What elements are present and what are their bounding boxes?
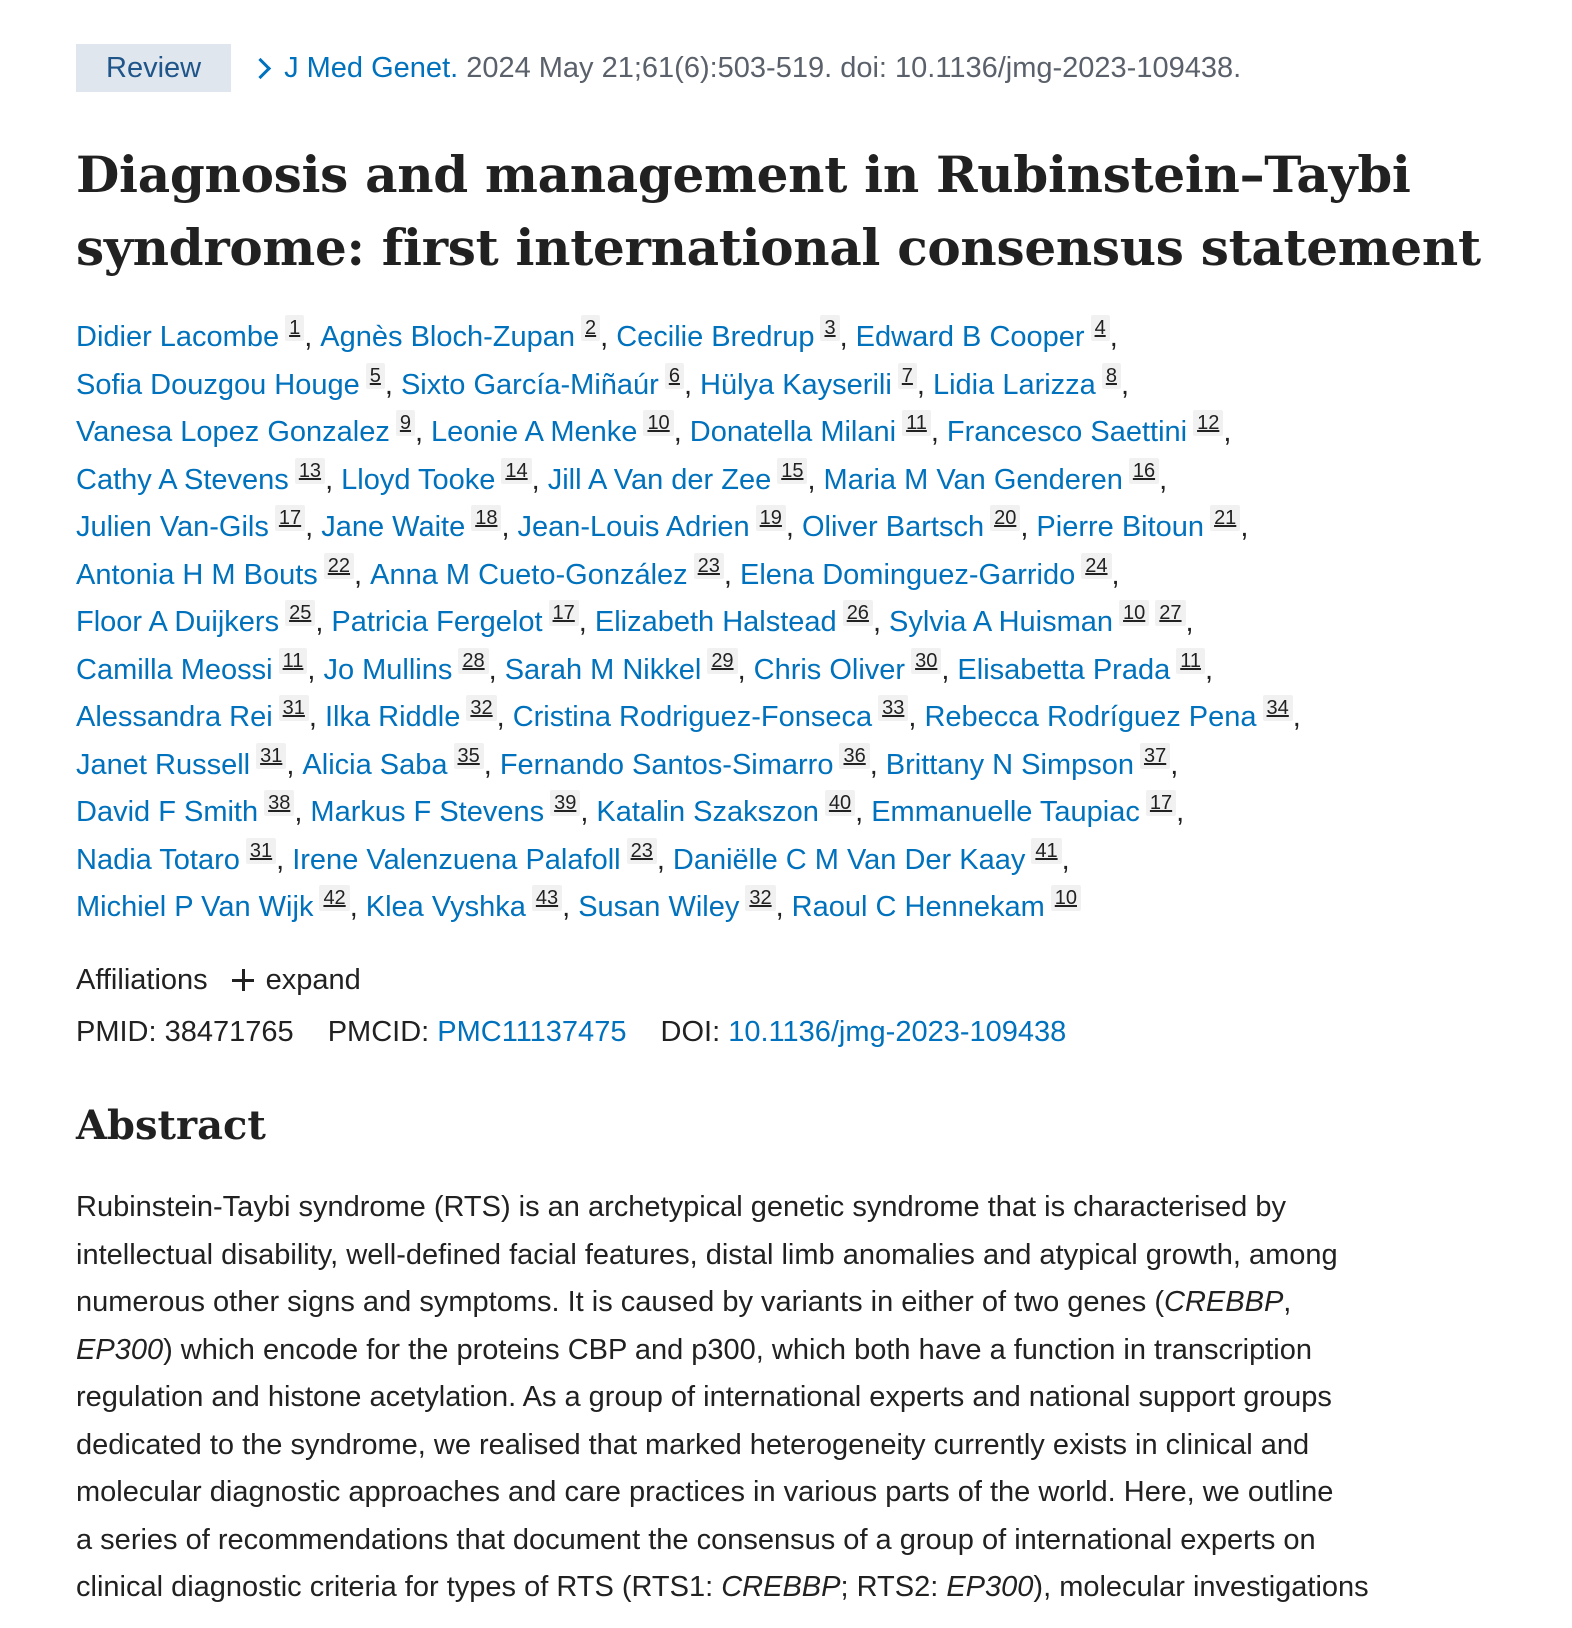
author-line — [76, 504, 1496, 552]
affiliation-ref[interactable]: 32 — [745, 885, 775, 911]
abstract-line — [76, 1517, 1516, 1565]
author-link[interactable]: Lloyd Tooke — [341, 463, 496, 496]
affiliation-ref[interactable]: 16 — [1129, 458, 1159, 484]
author-link[interactable]: Alicia Saba — [302, 748, 448, 781]
affiliation-ref[interactable]: 23 — [694, 553, 724, 579]
author-link[interactable]: Jane Waite — [321, 511, 466, 543]
citation-line — [76, 44, 1241, 92]
affiliation-ref[interactable]: 32 — [466, 695, 496, 721]
author-separator: , — [930, 416, 939, 448]
author-link[interactable]: Emmanuelle Taupiac — [871, 796, 1140, 828]
author-link[interactable]: Raoul C Hennekam — [791, 891, 1045, 923]
affiliation-ref[interactable]: 26 — [843, 600, 873, 626]
author-link[interactable]: Susan Wiley — [578, 891, 740, 923]
article-type-badge: Review — [76, 44, 231, 92]
author-line — [76, 837, 1496, 885]
author-separator: , — [308, 701, 317, 733]
author-separator: , — [307, 653, 316, 686]
affiliation-ref[interactable]: 21 — [1210, 505, 1240, 531]
affiliations-label: Affiliations — [76, 964, 208, 996]
chevron-right-icon[interactable] — [250, 57, 271, 78]
author-separator: , — [325, 463, 334, 496]
affiliation-ref[interactable]: 42 — [319, 885, 349, 911]
affiliation-ref[interactable]: 35 — [454, 743, 484, 769]
author-link[interactable]: Elena Dominguez-Garrido — [739, 558, 1076, 591]
abstract-text-segment: intellectual disability, well-defined facial features, distal limb anomalies and atypical growth, among — [76, 1238, 1338, 1271]
affiliation-ref[interactable]: 29 — [707, 648, 737, 674]
author-link[interactable]: Patricia Fergelot — [331, 606, 543, 638]
author-separator: , — [600, 321, 609, 353]
affiliation-ref[interactable]: 40 — [825, 790, 855, 816]
abstract-line — [76, 1184, 1516, 1232]
pmid-label: PMID: — [76, 1016, 157, 1048]
affiliation-ref[interactable]: 17 — [275, 505, 305, 531]
author-separator: , — [872, 606, 881, 638]
author-separator: , — [1020, 511, 1029, 543]
journal-link[interactable]: J Med Genet. — [284, 51, 459, 84]
author-link[interactable]: Francesco Saettini — [946, 416, 1188, 448]
affiliation-ref[interactable]: 4 — [1091, 315, 1110, 341]
author-link[interactable]: Julien Van-Gils — [76, 511, 269, 543]
title-line-2: syndrome: first international consensus statement — [76, 218, 1481, 277]
doi-label: DOI: — [660, 1016, 721, 1048]
abstract-text-segment: regulation and histone acetylation. As a group of international experts and national support groups — [76, 1381, 1332, 1413]
author-separator: , — [723, 558, 732, 591]
author-link[interactable]: Rebecca Rodríguez Pena — [924, 701, 1257, 733]
author-separator: , — [315, 606, 324, 638]
author-separator: , — [304, 321, 313, 353]
affiliation-ref[interactable]: 11 — [279, 648, 308, 674]
author-link[interactable]: Lidia Larizza — [932, 368, 1096, 401]
author-line — [76, 314, 1496, 362]
affiliation-ref[interactable]: 23 — [627, 838, 657, 864]
author-separator: , — [1223, 416, 1232, 448]
author-link[interactable]: Elisabetta Prada — [957, 653, 1171, 686]
plus-icon[interactable] — [232, 969, 254, 991]
author-link[interactable]: Nadia Totaro — [76, 843, 240, 876]
author-link[interactable]: Fernando Santos-Simarro — [499, 748, 834, 781]
author-separator: , — [531, 463, 540, 496]
author-link[interactable]: Vanesa Lopez Gonzalez — [76, 416, 390, 448]
author-link[interactable]: Sarah M Nikkel — [504, 653, 702, 686]
abstract-text-segment: molecular diagnostic approaches and care practices in various parts of the world. Here, we outline — [76, 1476, 1334, 1508]
author-link[interactable]: Chris Oliver — [753, 653, 906, 686]
affiliation-ref[interactable]: 19 — [756, 505, 786, 531]
author-separator: , — [349, 891, 358, 923]
affiliation-ref[interactable]: 13 — [295, 458, 325, 484]
author-separator: , — [384, 368, 393, 401]
author-line — [76, 457, 1496, 505]
author-link[interactable]: Didier Lacombe — [76, 321, 280, 353]
affiliation-ref[interactable]: 37 — [1140, 743, 1170, 769]
abstract-text-segment: ; RTS2: — [840, 1571, 947, 1603]
author-link[interactable]: Michiel P Van Wijk — [76, 891, 314, 923]
pmid-group — [76, 1016, 302, 1048]
affiliation-ref[interactable]: 8 — [1102, 363, 1121, 389]
author-separator: , — [656, 843, 665, 876]
author-separator: , — [775, 891, 784, 923]
affiliation-ref[interactable]: 10 — [1119, 600, 1149, 626]
author-separator: , — [673, 416, 682, 448]
affiliation-ref[interactable]: 3 — [820, 315, 839, 341]
affiliation-ref[interactable]: 12 — [1193, 410, 1223, 436]
expand-affiliations-button[interactable]: expand — [265, 964, 361, 996]
author-link[interactable]: Elizabeth Halstead — [594, 606, 837, 638]
title-line-1: Diagnosis and management in Rubinstein–Taybi — [76, 145, 1411, 204]
author-separator: , — [501, 511, 510, 543]
author-link[interactable]: Jill A Van der Zee — [547, 463, 772, 496]
author-separator: , — [483, 748, 492, 781]
author-separator: , — [1240, 511, 1249, 543]
affiliation-ref[interactable]: 2 — [581, 315, 600, 341]
affiliation-ref[interactable]: 28 — [458, 648, 488, 674]
author-separator: , — [488, 653, 497, 686]
gene-name: EP300 — [946, 1571, 1034, 1603]
author-line — [76, 647, 1496, 695]
author-separator: , — [1061, 843, 1070, 876]
author-separator: , — [496, 701, 505, 733]
author-link[interactable]: Markus F Stevens — [310, 796, 545, 828]
author-line — [76, 742, 1496, 790]
doi-link[interactable]: 10.1136/jmg-2023-109438 — [728, 1016, 1067, 1048]
affiliation-ref[interactable]: 14 — [501, 458, 531, 484]
author-link[interactable]: Edward B Cooper — [855, 321, 1085, 353]
author-link[interactable]: Brittany N Simpson — [885, 748, 1134, 781]
author-link[interactable]: Janet Russell — [76, 748, 251, 781]
author-separator: , — [785, 511, 794, 543]
affiliation-ref[interactable]: 30 — [911, 648, 941, 674]
abstract-text — [76, 1184, 1516, 1612]
affiliations-row — [76, 960, 361, 1000]
affiliation-ref[interactable]: 9 — [396, 410, 415, 436]
author-separator: , — [855, 796, 864, 828]
author-link[interactable]: Antonia H M Bouts — [76, 558, 318, 591]
affiliation-ref[interactable]: 17 — [549, 600, 579, 626]
affiliation-ref[interactable]: 25 — [285, 600, 315, 626]
author-separator: , — [807, 463, 816, 496]
author-link[interactable]: Anna M Cueto-González — [370, 558, 688, 591]
author-link[interactable]: Irene Valenzuena Palafoll — [292, 843, 621, 876]
affiliation-ref[interactable]: 34 — [1263, 695, 1293, 721]
author-separator: , — [839, 321, 848, 353]
affiliation-ref[interactable]: 7 — [898, 363, 917, 389]
affiliation-ref[interactable]: 17 — [1146, 790, 1176, 816]
author-link[interactable]: Daniëlle C M Van Der Kaay — [672, 843, 1026, 876]
affiliation-ref[interactable]: 33 — [878, 695, 908, 721]
affiliation-ref[interactable]: 11 — [1176, 648, 1205, 674]
author-link[interactable]: Klea Vyshka — [365, 891, 526, 923]
author-link[interactable]: Cristina Rodriguez-Fonseca — [512, 701, 873, 733]
pmcid-group — [328, 1016, 635, 1048]
author-link[interactable]: Ilka Riddle — [324, 701, 461, 733]
affiliation-ref[interactable]: 1 — [285, 315, 304, 341]
abstract-text-segment: ), molecular investigations — [1033, 1571, 1369, 1603]
author-line — [76, 409, 1496, 457]
author-separator: , — [737, 653, 746, 686]
author-separator: , — [294, 796, 303, 828]
pmcid-label: PMCID: — [327, 1016, 430, 1048]
affiliation-ref[interactable]: 36 — [839, 743, 869, 769]
citation-details: 2024 May 21;61(6):503-519. doi: 10.1136/jmg-2023-109438. — [466, 51, 1242, 84]
author-separator: , — [1185, 606, 1194, 638]
author-link[interactable]: Maria M Van Genderen — [823, 463, 1123, 496]
author-separator: , — [1176, 796, 1185, 828]
author-separator: , — [869, 748, 878, 781]
identifiers-row — [76, 1012, 1092, 1052]
abstract-line — [76, 1564, 1516, 1612]
affiliation-ref[interactable]: 39 — [550, 790, 580, 816]
abstract-text-segment: , — [1283, 1286, 1292, 1318]
author-link[interactable]: Donatella Milani — [689, 416, 897, 448]
author-separator: , — [286, 748, 295, 781]
author-link[interactable]: Cecilie Bredrup — [616, 321, 815, 353]
author-separator: , — [1111, 558, 1120, 591]
abstract-text-segment: clinical diagnostic criteria for types of RTS (RTS1: — [76, 1571, 722, 1603]
abstract-line — [76, 1469, 1516, 1517]
affiliation-ref[interactable]: 11 — [902, 410, 931, 436]
affiliation-ref[interactable]: 18 — [471, 505, 501, 531]
author-link[interactable]: Sixto García-Miñaúr — [400, 368, 659, 401]
abstract-text-segment: numerous other signs and symptoms. It is caused by variants in either of two genes ( — [76, 1286, 1165, 1318]
affiliation-ref[interactable]: 10 — [1051, 885, 1081, 911]
affiliation-ref[interactable]: 43 — [532, 885, 562, 911]
author-link[interactable]: Leonie A Menke — [431, 416, 638, 448]
author-link[interactable]: Jean-Louis Adrien — [517, 511, 750, 543]
affiliation-ref[interactable]: 20 — [990, 505, 1020, 531]
author-separator: , — [305, 511, 314, 543]
affiliation-ref[interactable]: 31 — [256, 743, 286, 769]
abstract-line — [76, 1374, 1516, 1422]
author-link[interactable]: Alessandra Rei — [76, 701, 273, 733]
author-link[interactable]: Sylvia A Huisman — [889, 606, 1114, 638]
author-separator: , — [908, 701, 917, 733]
author-link[interactable]: Katalin Szakszon — [596, 796, 819, 828]
author-line — [76, 884, 1496, 932]
affiliation-ref[interactable]: 38 — [264, 790, 294, 816]
author-separator: , — [580, 796, 589, 828]
author-link[interactable]: Jo Mullins — [323, 653, 453, 686]
pmcid-link[interactable]: PMC11137475 — [437, 1016, 627, 1048]
author-separator: , — [354, 558, 363, 591]
author-link[interactable]: Cathy A Stevens — [76, 463, 289, 496]
author-separator: , — [562, 891, 571, 923]
author-link[interactable]: Pierre Bitoun — [1036, 511, 1205, 543]
author-separator: , — [1120, 368, 1129, 401]
author-separator: , — [941, 653, 950, 686]
affiliation-ref[interactable]: 22 — [324, 553, 354, 579]
author-line — [76, 362, 1496, 410]
gene-name: CREBBP — [1164, 1286, 1284, 1318]
author-link[interactable]: David F Smith — [76, 796, 259, 828]
author-separator: , — [578, 606, 587, 638]
author-line — [76, 789, 1496, 837]
affiliation-ref[interactable]: 24 — [1081, 553, 1111, 579]
abstract-heading: Abstract — [76, 1102, 266, 1149]
author-separator: , — [276, 843, 285, 876]
author-separator: , — [1170, 748, 1179, 781]
gene-name: EP300 — [76, 1333, 164, 1366]
author-link[interactable]: Floor A Duijkers — [76, 606, 280, 638]
affiliation-ref[interactable]: 27 — [1155, 600, 1185, 626]
abstract-text-segment: ) which encode for the proteins CBP and p300, which both have a function in transcription — [163, 1333, 1312, 1366]
author-link[interactable]: Camilla Meossi — [76, 653, 273, 686]
author-list — [76, 314, 1496, 932]
author-separator: , — [1159, 463, 1168, 496]
abstract-line — [76, 1422, 1516, 1470]
author-separator: , — [683, 368, 692, 401]
pmid-value: 38471765 — [164, 1016, 294, 1048]
author-separator: , — [1204, 653, 1214, 686]
affiliation-ref[interactable]: 41 — [1031, 838, 1061, 864]
abstract-line — [76, 1327, 1516, 1375]
author-separator: , — [414, 416, 424, 448]
affiliation-ref[interactable]: 31 — [246, 838, 276, 864]
abstract-text-segment: Rubinstein-Taybi syndrome (RTS) is an archetypical genetic syndrome that is characterised by — [76, 1191, 1286, 1223]
doi-group — [661, 1016, 1067, 1048]
abstract-line — [76, 1279, 1516, 1327]
author-separator: , — [1109, 321, 1118, 353]
gene-name: CREBBP — [721, 1571, 841, 1603]
author-line — [76, 552, 1496, 600]
affiliation-ref[interactable]: 6 — [665, 363, 684, 389]
author-link[interactable]: Hülya Kayserili — [700, 368, 892, 401]
author-link[interactable]: Agnès Bloch-Zupan — [320, 321, 576, 353]
author-line — [76, 694, 1496, 742]
affiliation-ref[interactable]: 10 — [643, 410, 673, 436]
author-link[interactable]: Oliver Bartsch — [801, 511, 985, 543]
article-title — [76, 138, 1496, 284]
abstract-text-segment: dedicated to the syndrome, we realised that marked heterogeneity currently exists in clinical and — [76, 1428, 1310, 1461]
affiliation-ref[interactable]: 31 — [279, 695, 309, 721]
author-separator: , — [1292, 701, 1301, 733]
author-separator: , — [916, 368, 925, 401]
abstract-line — [76, 1232, 1516, 1280]
affiliation-ref[interactable]: 5 — [366, 363, 385, 389]
author-link[interactable]: Sofia Douzgou Houge — [76, 368, 360, 401]
abstract-text-segment: a series of recommendations that document the consensus of a group of international experts on — [76, 1523, 1316, 1556]
author-line — [76, 599, 1496, 647]
affiliation-ref[interactable]: 15 — [777, 458, 807, 484]
